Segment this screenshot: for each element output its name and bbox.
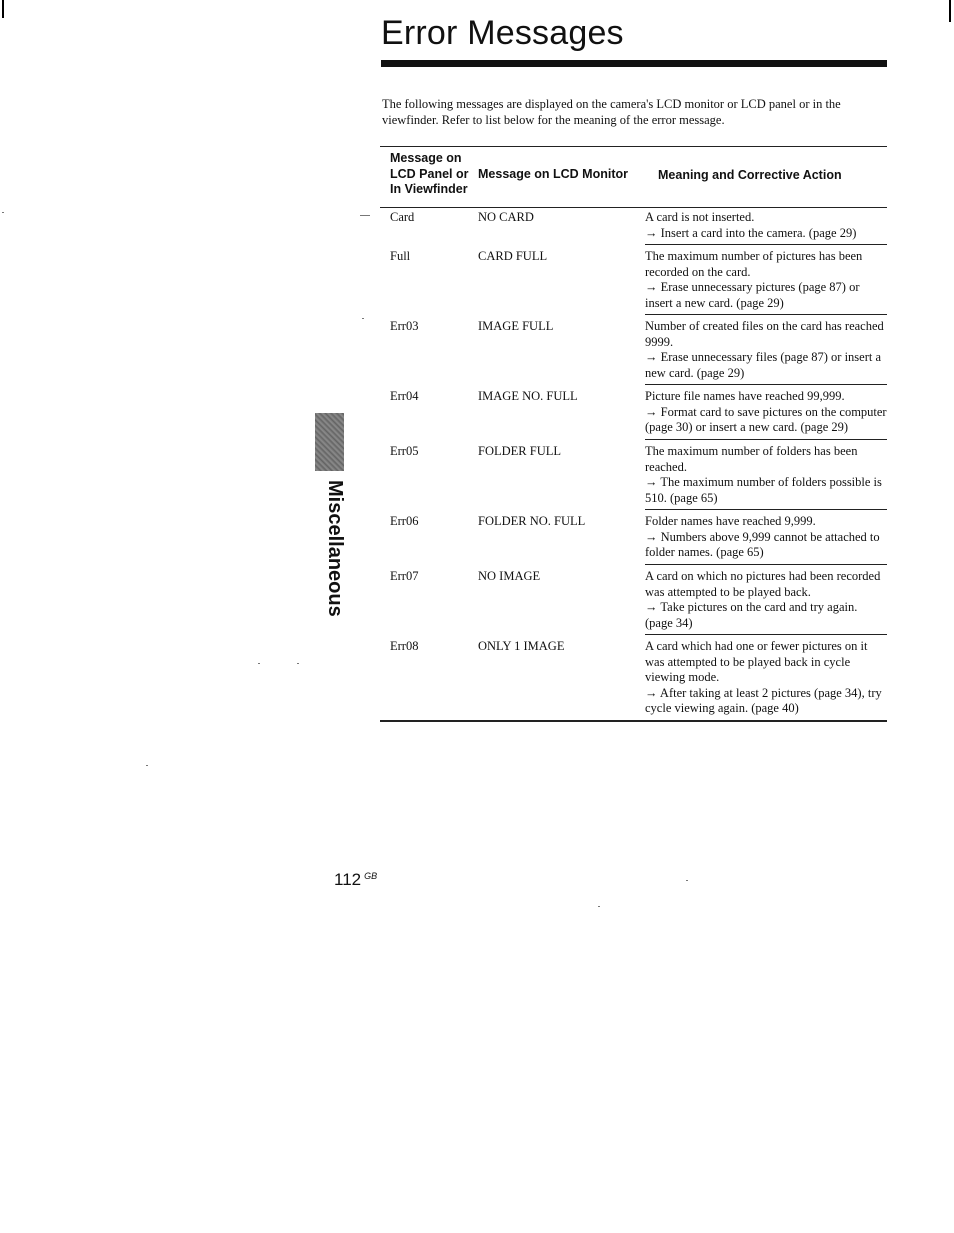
meaning-line: folder names. (page 65) [645,545,764,559]
meaning-line: → Take pictures on the card and try again. [645,600,858,614]
header-meaning: Meaning and Corrective Action [658,168,842,182]
scan-speck [297,663,299,664]
meaning-and-action [645,210,887,241]
table-row [380,208,887,247]
meaning-line: reached. [645,459,687,474]
meaning-and-action [645,639,887,717]
table-row [380,387,887,442]
page-number: 112 $^{GB}$ [334,870,378,889]
lcd-panel-message: Card [390,210,415,224]
meaning-and-action [645,569,887,631]
row-separator [645,314,887,315]
row-separator [645,439,887,440]
meaning-line: A card which had one or fewer pictures on it [645,639,868,653]
table-row [380,247,887,317]
meaning-line: Folder names have reached 9,999. [645,514,816,528]
meaning-and-action [645,249,887,311]
meaning-and-action [645,319,887,381]
meaning-line: recorded on the card. [645,264,751,279]
lcd-monitor-message: CARD FULL [478,249,548,263]
lcd-monitor-message: NO IMAGE [478,569,541,583]
meaning-line: 9999. [645,334,674,349]
scan-speck [2,212,4,213]
scan-speck [146,765,148,766]
meaning-line: A card is not inserted. [645,210,755,224]
lcd-panel-message: Err03 [390,319,419,333]
table-bottom-rule [380,720,887,722]
scan-speck [362,318,364,319]
meaning-line: Picture file names have reached 99,999. [645,389,845,403]
meaning-line: new card. (page 29) [645,365,745,380]
section-side-label: Miscellaneous [324,480,346,617]
meaning-line: viewing mode. [645,670,720,684]
meaning-line: → Numbers above 9,999 cannot be attached to [645,529,880,544]
section-tab-marker [315,413,344,471]
error-messages-table [380,146,887,723]
lcd-monitor-message: NO CARD [478,210,534,224]
page-suffix: GB [364,871,378,881]
row-separator [645,509,887,510]
lcd-panel-message: Err06 [390,514,419,528]
meaning-and-action [645,444,887,506]
table-row [380,442,887,512]
lcd-panel-message: Err04 [390,389,419,403]
header-lcd-monitor: Message on LCD Monitor [478,167,629,181]
meaning-line: The maximum number of folders has been [645,444,858,458]
meaning-line: cycle viewing again. (page 40) [645,701,799,715]
meaning-line: → After taking at least 2 pictures (page 34), try [645,685,882,700]
meaning-line: A card on which no pictures had been recorded [645,569,881,583]
row-separator [645,564,887,565]
row-separator [645,384,887,385]
meaning-line: 510. (page 65) [645,490,718,505]
scan-speck [258,663,260,664]
table-row [380,317,887,387]
lcd-monitor-message: IMAGE NO. FULL [478,389,578,403]
meaning-line: The maximum number of pictures has been [645,249,863,263]
meaning-line: Number of created files on the card has reached [645,319,884,333]
row-separator [645,244,887,245]
scan-speck [686,880,688,881]
lcd-monitor-message: FOLDER NO. FULL [478,514,586,528]
left-edge-mark [2,0,4,18]
page-title: Error Messages [381,14,624,52]
table-header [380,146,887,208]
table-body [380,208,887,723]
lcd-panel-message: Full [390,249,411,263]
lcd-monitor-message: IMAGE FULL [478,319,554,333]
meaning-line: → Insert a card into the camera. (page 29) [645,225,857,240]
meaning-line: was attempted to be played back. [645,584,811,599]
lcd-panel-message: Err07 [390,569,419,583]
meaning-line: was attempted to be played back in cycle [645,654,851,669]
row-separator [645,634,887,635]
table-row [380,512,887,567]
header-lcd-panel: Message on LCD Panel or In Viewfinder [390,151,469,196]
meaning-line: → Erase unnecessary files (page 87) or insert a [645,350,882,364]
meaning-line: → Erase unnecessary pictures (page 87) or [645,280,860,294]
scan-speck [598,906,600,907]
table-row [380,567,887,637]
table-row [380,637,887,723]
meaning-and-action [645,514,887,561]
scan-speck [360,215,370,216]
lcd-panel-message: Err08 [390,639,419,653]
meaning-line: (page 30) or insert a new card. (page 29) [645,420,849,434]
right-edge-mark [949,0,951,22]
meaning-line: → Format card to save pictures on the computer [645,404,887,419]
meaning-line: → The maximum number of folders possible is [645,475,882,489]
lcd-panel-message: Err05 [390,444,419,458]
intro-paragraph: The following messages are displayed on the camera's LCD monitor or LCD panel or in the viewfinder. Refer to list below for the meaning of the error message. [382,97,841,127]
meaning-line: (page 34) [645,615,693,630]
lcd-monitor-message: FOLDER FULL [478,444,561,458]
meaning-line: insert a new card. (page 29) [645,295,784,310]
title-underline [381,60,887,67]
lcd-monitor-message: ONLY 1 IMAGE [478,639,565,653]
meaning-and-action [645,389,887,436]
